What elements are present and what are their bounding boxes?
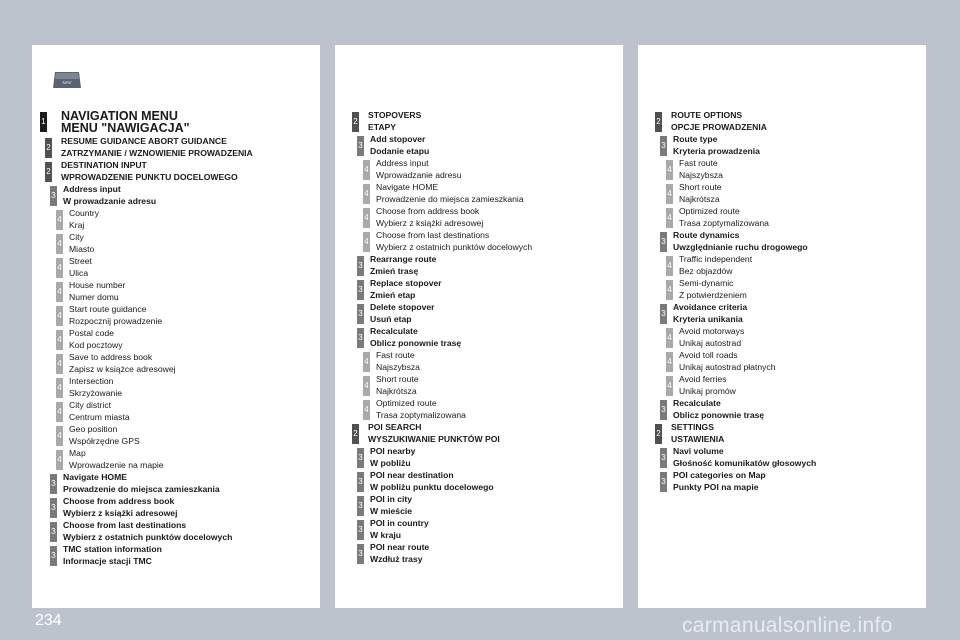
menu-item bbox=[40, 376, 253, 400]
menu-item-polish: Trasa zoptymalizowana bbox=[679, 217, 769, 228]
menu-item bbox=[347, 326, 532, 350]
level-badge: 2 bbox=[352, 112, 359, 132]
level-badge: 3 bbox=[660, 472, 667, 492]
level-badge: 3 bbox=[50, 522, 57, 542]
menu-item-english: POI nearby bbox=[370, 446, 416, 456]
menu-item-polish: WPROWADZENIE PUNKTU DOCELOWEGO bbox=[61, 171, 238, 182]
menu-item-polish: Rozpocznij prowadzenie bbox=[69, 315, 163, 326]
menu-item bbox=[650, 254, 816, 278]
menu-item bbox=[347, 470, 532, 494]
level-badge: 3 bbox=[50, 186, 57, 206]
menu-item-english: POI near destination bbox=[370, 470, 454, 480]
menu-item bbox=[347, 374, 532, 398]
menu-item-english: Start route guidance bbox=[69, 304, 147, 314]
menu-item-english: Avoid toll roads bbox=[679, 350, 738, 360]
menu-item-english: Optimized route bbox=[679, 206, 740, 216]
menu-item bbox=[650, 302, 816, 326]
menu-item-polish: Oblicz ponownie trasę bbox=[370, 337, 462, 348]
level-badge: 3 bbox=[660, 232, 667, 252]
menu-item bbox=[650, 350, 816, 374]
level-badge: 4 bbox=[666, 352, 673, 372]
menu-item-english: Replace stopover bbox=[370, 278, 442, 288]
menu-item-polish: Zapisz w książce adresowej bbox=[69, 363, 176, 374]
menu-column-3 bbox=[650, 110, 816, 494]
menu-item-polish: OPCJE PROWADZENIA bbox=[671, 121, 767, 132]
menu-item-polish: WYSZUKIWANIE PUNKTÓW POI bbox=[368, 433, 500, 444]
menu-item-english: POI in city bbox=[370, 494, 413, 504]
menu-item bbox=[650, 230, 816, 254]
menu-item-polish: Wybierz z książki adresowej bbox=[376, 217, 484, 228]
menu-item-english: Traffic independent bbox=[679, 254, 753, 264]
menu-item-english: Optimized route bbox=[376, 398, 437, 408]
menu-item-english: Country bbox=[69, 208, 100, 218]
menu-item bbox=[650, 110, 816, 134]
watermark: carmanualsonline.info bbox=[682, 614, 893, 637]
menu-item bbox=[40, 496, 253, 520]
level-badge: 4 bbox=[56, 402, 63, 422]
menu-item bbox=[347, 230, 532, 254]
menu-item-polish: Wprowadzenie na mapie bbox=[69, 459, 164, 470]
level-badge: 4 bbox=[56, 426, 63, 446]
menu-item-english: NAVIGATION MENU bbox=[61, 109, 178, 123]
menu-item-english: Navigate HOME bbox=[63, 472, 127, 482]
menu-item-polish: ZATRZYMANIE / WZNOWIENIE PROWADZENIA bbox=[61, 147, 253, 158]
menu-item-polish: W pobliżu bbox=[370, 457, 411, 468]
menu-item-polish: Skrzyżowanie bbox=[69, 387, 123, 398]
level-badge: 4 bbox=[666, 160, 673, 180]
level-badge: 3 bbox=[660, 448, 667, 468]
menu-item bbox=[650, 134, 816, 158]
menu-item-english: Choose from address book bbox=[376, 206, 480, 216]
menu-item bbox=[650, 158, 816, 182]
level-badge: 3 bbox=[357, 472, 364, 492]
level-badge: 2 bbox=[655, 112, 662, 132]
menu-item-english: Postal code bbox=[69, 328, 114, 338]
menu-item bbox=[347, 398, 532, 422]
page-number: 234 bbox=[35, 612, 62, 629]
menu-item bbox=[650, 398, 816, 422]
menu-item bbox=[40, 544, 253, 568]
menu-item-english: Avoid motorways bbox=[679, 326, 745, 336]
menu-item-english: Fast route bbox=[679, 158, 718, 168]
menu-item-polish: Najkrótsza bbox=[376, 385, 417, 396]
level-badge: 3 bbox=[357, 328, 364, 348]
menu-item bbox=[347, 254, 532, 278]
menu-item bbox=[347, 422, 532, 446]
menu-item-english: City district bbox=[69, 400, 112, 410]
level-badge: 4 bbox=[363, 208, 370, 228]
menu-item bbox=[40, 520, 253, 544]
menu-item-polish: Miasto bbox=[69, 243, 95, 254]
level-badge: 4 bbox=[666, 256, 673, 276]
menu-item-english: Save to address book bbox=[69, 352, 153, 362]
menu-item-polish: Najszybsza bbox=[679, 169, 723, 180]
menu-item-polish: Trasa zoptymalizowana bbox=[376, 409, 466, 420]
menu-item bbox=[650, 206, 816, 230]
menu-item-english: Address input bbox=[376, 158, 429, 168]
menu-item-english: POI SEARCH bbox=[368, 422, 422, 432]
level-badge: 3 bbox=[357, 520, 364, 540]
level-badge: 3 bbox=[50, 474, 57, 494]
nav-button-label: NAV bbox=[62, 80, 72, 85]
level-badge: 4 bbox=[56, 234, 63, 254]
menu-item-polish: MENU "NAWIGACJA" bbox=[61, 121, 190, 135]
menu-item bbox=[650, 470, 816, 494]
menu-item-polish: W mieście bbox=[370, 505, 413, 516]
level-badge: 4 bbox=[666, 280, 673, 300]
level-badge: 4 bbox=[666, 208, 673, 228]
menu-item-polish: Współrzędne GPS bbox=[69, 435, 140, 446]
menu-item-polish: Dodanie etapu bbox=[370, 145, 430, 156]
menu-item-english: Choose from address book bbox=[63, 496, 175, 506]
menu-item-polish: Punkty POI na mapie bbox=[673, 481, 759, 492]
menu-item-english: Choose from last destinations bbox=[376, 230, 490, 240]
level-badge: 4 bbox=[363, 160, 370, 180]
level-badge: 2 bbox=[352, 424, 359, 444]
level-badge: 1 bbox=[40, 112, 47, 132]
level-badge: 4 bbox=[666, 184, 673, 204]
level-badge: 3 bbox=[660, 400, 667, 420]
menu-item bbox=[40, 448, 253, 472]
menu-item-english: ROUTE OPTIONS bbox=[671, 110, 743, 120]
menu-item bbox=[650, 446, 816, 470]
level-badge: 3 bbox=[357, 448, 364, 468]
menu-item-polish: Kryteria unikania bbox=[673, 313, 743, 324]
menu-item-polish: Kryteria prowadzenia bbox=[673, 145, 760, 156]
menu-item-polish: Kod pocztowy bbox=[69, 339, 123, 350]
level-badge: 2 bbox=[45, 162, 52, 182]
level-badge: 4 bbox=[363, 376, 370, 396]
menu-item-polish: Najkrótsza bbox=[679, 193, 720, 204]
menu-column-2 bbox=[347, 110, 532, 566]
menu-item-english: DESTINATION INPUT bbox=[61, 160, 147, 170]
menu-item-english: Fast route bbox=[376, 350, 415, 360]
menu-item-polish: Kraj bbox=[69, 219, 85, 230]
menu-item-english: Map bbox=[69, 448, 86, 458]
menu-item bbox=[347, 494, 532, 518]
level-badge: 4 bbox=[363, 232, 370, 252]
menu-item-polish: Unikaj autostrad bbox=[679, 337, 742, 348]
menu-item bbox=[40, 424, 253, 448]
level-badge: 3 bbox=[660, 136, 667, 156]
menu-item-polish: W prowadzanie adresu bbox=[63, 195, 157, 206]
menu-item bbox=[347, 446, 532, 470]
level-badge: 4 bbox=[56, 378, 63, 398]
menu-item bbox=[40, 328, 253, 352]
menu-item bbox=[40, 256, 253, 280]
menu-item-english: Street bbox=[69, 256, 92, 266]
menu-item-polish: Informacje stacji TMC bbox=[63, 555, 152, 566]
menu-item bbox=[650, 374, 816, 398]
level-badge: 3 bbox=[357, 544, 364, 564]
menu-item-polish: Bez objazdów bbox=[679, 265, 733, 276]
menu-item-polish: Oblicz ponownie trasę bbox=[673, 409, 765, 420]
menu-item-polish: Numer domu bbox=[69, 291, 119, 302]
menu-item-english: Rearrange route bbox=[370, 254, 437, 264]
menu-item-english: Navi volume bbox=[673, 446, 724, 456]
menu-item-polish: Unikaj autostrad płatnych bbox=[679, 361, 776, 372]
level-badge: 3 bbox=[357, 496, 364, 516]
menu-item bbox=[650, 278, 816, 302]
menu-item bbox=[347, 134, 532, 158]
menu-item bbox=[347, 182, 532, 206]
menu-item-english: POI categories on Map bbox=[673, 470, 766, 480]
menu-item-polish: Zmień etap bbox=[370, 289, 416, 300]
level-badge: 4 bbox=[363, 184, 370, 204]
menu-item-polish: Zmień trasę bbox=[370, 265, 419, 276]
menu-item-english: POI near route bbox=[370, 542, 430, 552]
menu-item bbox=[40, 304, 253, 328]
menu-item bbox=[347, 158, 532, 182]
menu-item bbox=[347, 350, 532, 374]
level-badge: 4 bbox=[56, 258, 63, 278]
level-badge: 4 bbox=[56, 354, 63, 374]
menu-item-polish: Wzdłuż trasy bbox=[370, 553, 423, 564]
menu-item-english: Avoid ferries bbox=[679, 374, 727, 384]
menu-item-english: Short route bbox=[679, 182, 722, 192]
menu-item-polish: Prowadzenie do miejsca zamieszkania bbox=[376, 193, 524, 204]
menu-item-english: Recalculate bbox=[673, 398, 721, 408]
menu-item bbox=[40, 184, 253, 208]
level-badge: 3 bbox=[660, 304, 667, 324]
level-badge: 4 bbox=[56, 210, 63, 230]
menu-item-english: Route type bbox=[673, 134, 718, 144]
menu-item bbox=[347, 110, 532, 134]
level-badge: 3 bbox=[357, 304, 364, 324]
menu-item-polish: Wprowadzanie adresu bbox=[376, 169, 462, 180]
menu-item bbox=[347, 302, 532, 326]
level-badge: 3 bbox=[50, 546, 57, 566]
menu-item-english: POI in country bbox=[370, 518, 429, 528]
menu-item-polish: W pobliżu punktu docelowego bbox=[370, 481, 494, 492]
level-badge: 2 bbox=[655, 424, 662, 444]
menu-item bbox=[40, 208, 253, 232]
menu-item-english: House number bbox=[69, 280, 126, 290]
menu-item-english: Add stopover bbox=[370, 134, 426, 144]
level-badge: 4 bbox=[56, 450, 63, 470]
level-badge: 4 bbox=[666, 376, 673, 396]
menu-item bbox=[347, 518, 532, 542]
menu-item-polish: Wybierz z ostatnich punktów docelowych bbox=[376, 241, 533, 252]
menu-item-english: STOPOVERS bbox=[368, 110, 422, 120]
menu-item bbox=[40, 352, 253, 376]
menu-item-english: Route dynamics bbox=[673, 230, 740, 240]
menu-item-polish: Ulica bbox=[69, 267, 89, 278]
menu-item-english: SETTINGS bbox=[671, 422, 714, 432]
menu-item-english: Choose from last destinations bbox=[63, 520, 187, 530]
menu-item-polish: W kraju bbox=[370, 529, 402, 540]
menu-item-english: Delete stopover bbox=[370, 302, 435, 312]
menu-item-english: Address input bbox=[63, 184, 121, 194]
menu-item bbox=[650, 326, 816, 350]
menu-item-english: RESUME GUIDANCE ABORT GUIDANCE bbox=[61, 136, 227, 146]
menu-item bbox=[40, 280, 253, 304]
menu-item-english: City bbox=[69, 232, 84, 242]
menu-item-polish: Usuń etap bbox=[370, 313, 412, 324]
level-badge: 4 bbox=[56, 330, 63, 350]
level-badge: 4 bbox=[56, 306, 63, 326]
level-badge: 3 bbox=[50, 498, 57, 518]
menu-item-english: Geo position bbox=[69, 424, 118, 434]
menu-item-english: Avoidance criteria bbox=[673, 302, 748, 312]
menu-item bbox=[347, 542, 532, 566]
menu-item bbox=[40, 400, 253, 424]
menu-item-polish: Wybierz z ostatnich punktów docelowych bbox=[63, 531, 233, 542]
level-badge: 4 bbox=[363, 352, 370, 372]
menu-item-polish: Z potwierdzeniem bbox=[679, 289, 747, 300]
level-badge: 4 bbox=[363, 400, 370, 420]
menu-item-english: Navigate HOME bbox=[376, 182, 439, 192]
menu-item-english: Recalculate bbox=[370, 326, 418, 336]
menu-item bbox=[347, 206, 532, 230]
level-badge: 3 bbox=[357, 136, 364, 156]
menu-item-polish: Prowadzenie do miejsca zamieszkania bbox=[63, 483, 220, 494]
menu-item-english: Short route bbox=[376, 374, 419, 384]
menu-item-polish: ETAPY bbox=[368, 121, 397, 132]
menu-item bbox=[40, 110, 253, 136]
menu-item-polish: Centrum miasta bbox=[69, 411, 130, 422]
level-badge: 4 bbox=[56, 282, 63, 302]
menu-item-polish: Unikaj promów bbox=[679, 385, 736, 396]
menu-item bbox=[40, 160, 253, 184]
level-badge: 3 bbox=[357, 280, 364, 300]
menu-item-polish: USTAWIENIA bbox=[671, 433, 725, 444]
menu-item-polish: Uwzględnianie ruchu drogowego bbox=[673, 241, 808, 252]
level-badge: 2 bbox=[45, 138, 52, 158]
menu-item bbox=[650, 422, 816, 446]
menu-item-english: TMC station information bbox=[63, 544, 162, 554]
menu-item bbox=[650, 182, 816, 206]
level-badge: 4 bbox=[666, 328, 673, 348]
menu-item bbox=[40, 136, 253, 160]
menu-item-english: Semi-dynamic bbox=[679, 278, 734, 288]
menu-item-polish: Najszybsza bbox=[376, 361, 420, 372]
level-badge: 3 bbox=[357, 256, 364, 276]
menu-item bbox=[40, 472, 253, 496]
menu-item-polish: Wybierz z książki adresowej bbox=[63, 507, 178, 518]
menu-item-english: Intersection bbox=[69, 376, 114, 386]
menu-item bbox=[40, 232, 253, 256]
menu-column-1 bbox=[40, 110, 253, 568]
nav-button-icon bbox=[52, 70, 82, 90]
menu-item-polish: Głośność komunikatów głosowych bbox=[673, 457, 817, 468]
menu-item bbox=[347, 278, 532, 302]
